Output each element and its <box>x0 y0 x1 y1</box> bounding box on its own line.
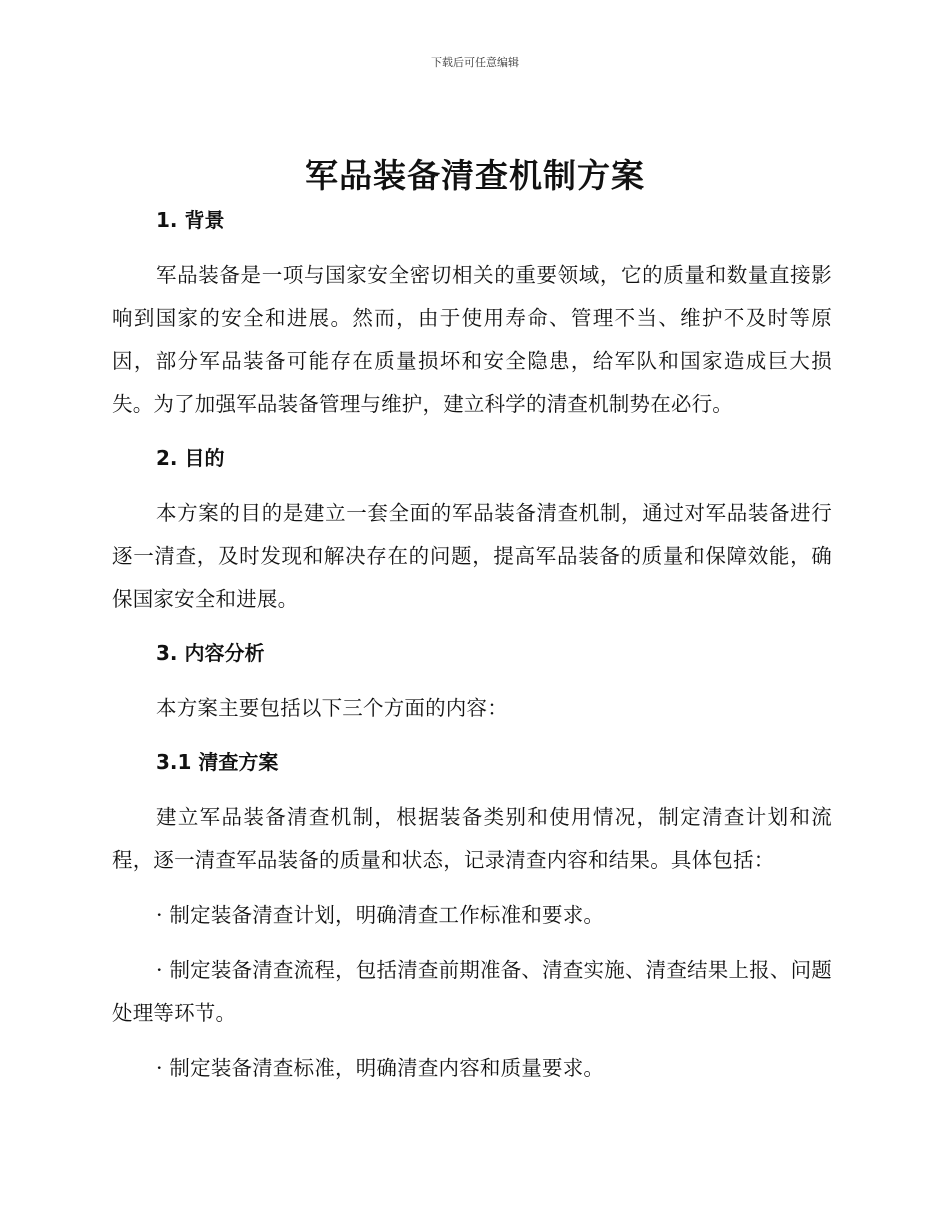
document-title: 军品装备清查机制方案 <box>305 156 645 195</box>
section-heading: 1. 背景 <box>156 208 225 232</box>
bullet-item: · 制定装备清查流程，包括清查前期准备、清查实施、清查结果上报、问题处理等环节。 <box>112 958 832 1025</box>
section-heading: 2. 目的 <box>156 446 225 470</box>
paragraph: 建立军品装备清查机制，根据装备类别和使用情况，制定清查计划和流程，逐一清查军品装备的质量和状态，记录清查内容和结果。具体包括： <box>112 805 832 872</box>
section-background <box>112 200 832 426</box>
document-body <box>112 200 832 1102</box>
page-header: 下载后可任意编辑 <box>431 56 519 69</box>
section-heading: 3.1 清查方案 <box>156 750 279 774</box>
paragraph: 本方案的目的是建立一套全面的军品装备清查机制，通过对军品装备进行逐一清查，及时发现和解决存在的问题，提高军品装备的质量和保障效能，确保国家安全和进展。 <box>112 501 832 611</box>
bullet-item: · 制定装备清查标准，明确清查内容和质量要求。 <box>156 1056 605 1080</box>
bullet-item: · 制定装备清查计划，明确清查工作标准和要求。 <box>156 903 605 927</box>
paragraph: 本方案主要包括以下三个方面的内容： <box>156 696 508 720</box>
paragraph: 军品装备是一项与国家安全密切相关的重要领域，它的质量和数量直接影响到国家的安全和进展。然而，由于使用寿命、管理不当、维护不及时等原因，部分军品装备可能存在质量损坏和安全隐患，给军队和国家造成巨大损失。为了加强军品装备管理与维护，建立科学的清查机制势在必行。 <box>112 263 832 416</box>
section-inspection-plan <box>112 742 832 1090</box>
section-heading: 3. 内容分析 <box>156 641 265 665</box>
section-purpose <box>112 438 832 621</box>
section-content-analysis <box>112 633 832 730</box>
